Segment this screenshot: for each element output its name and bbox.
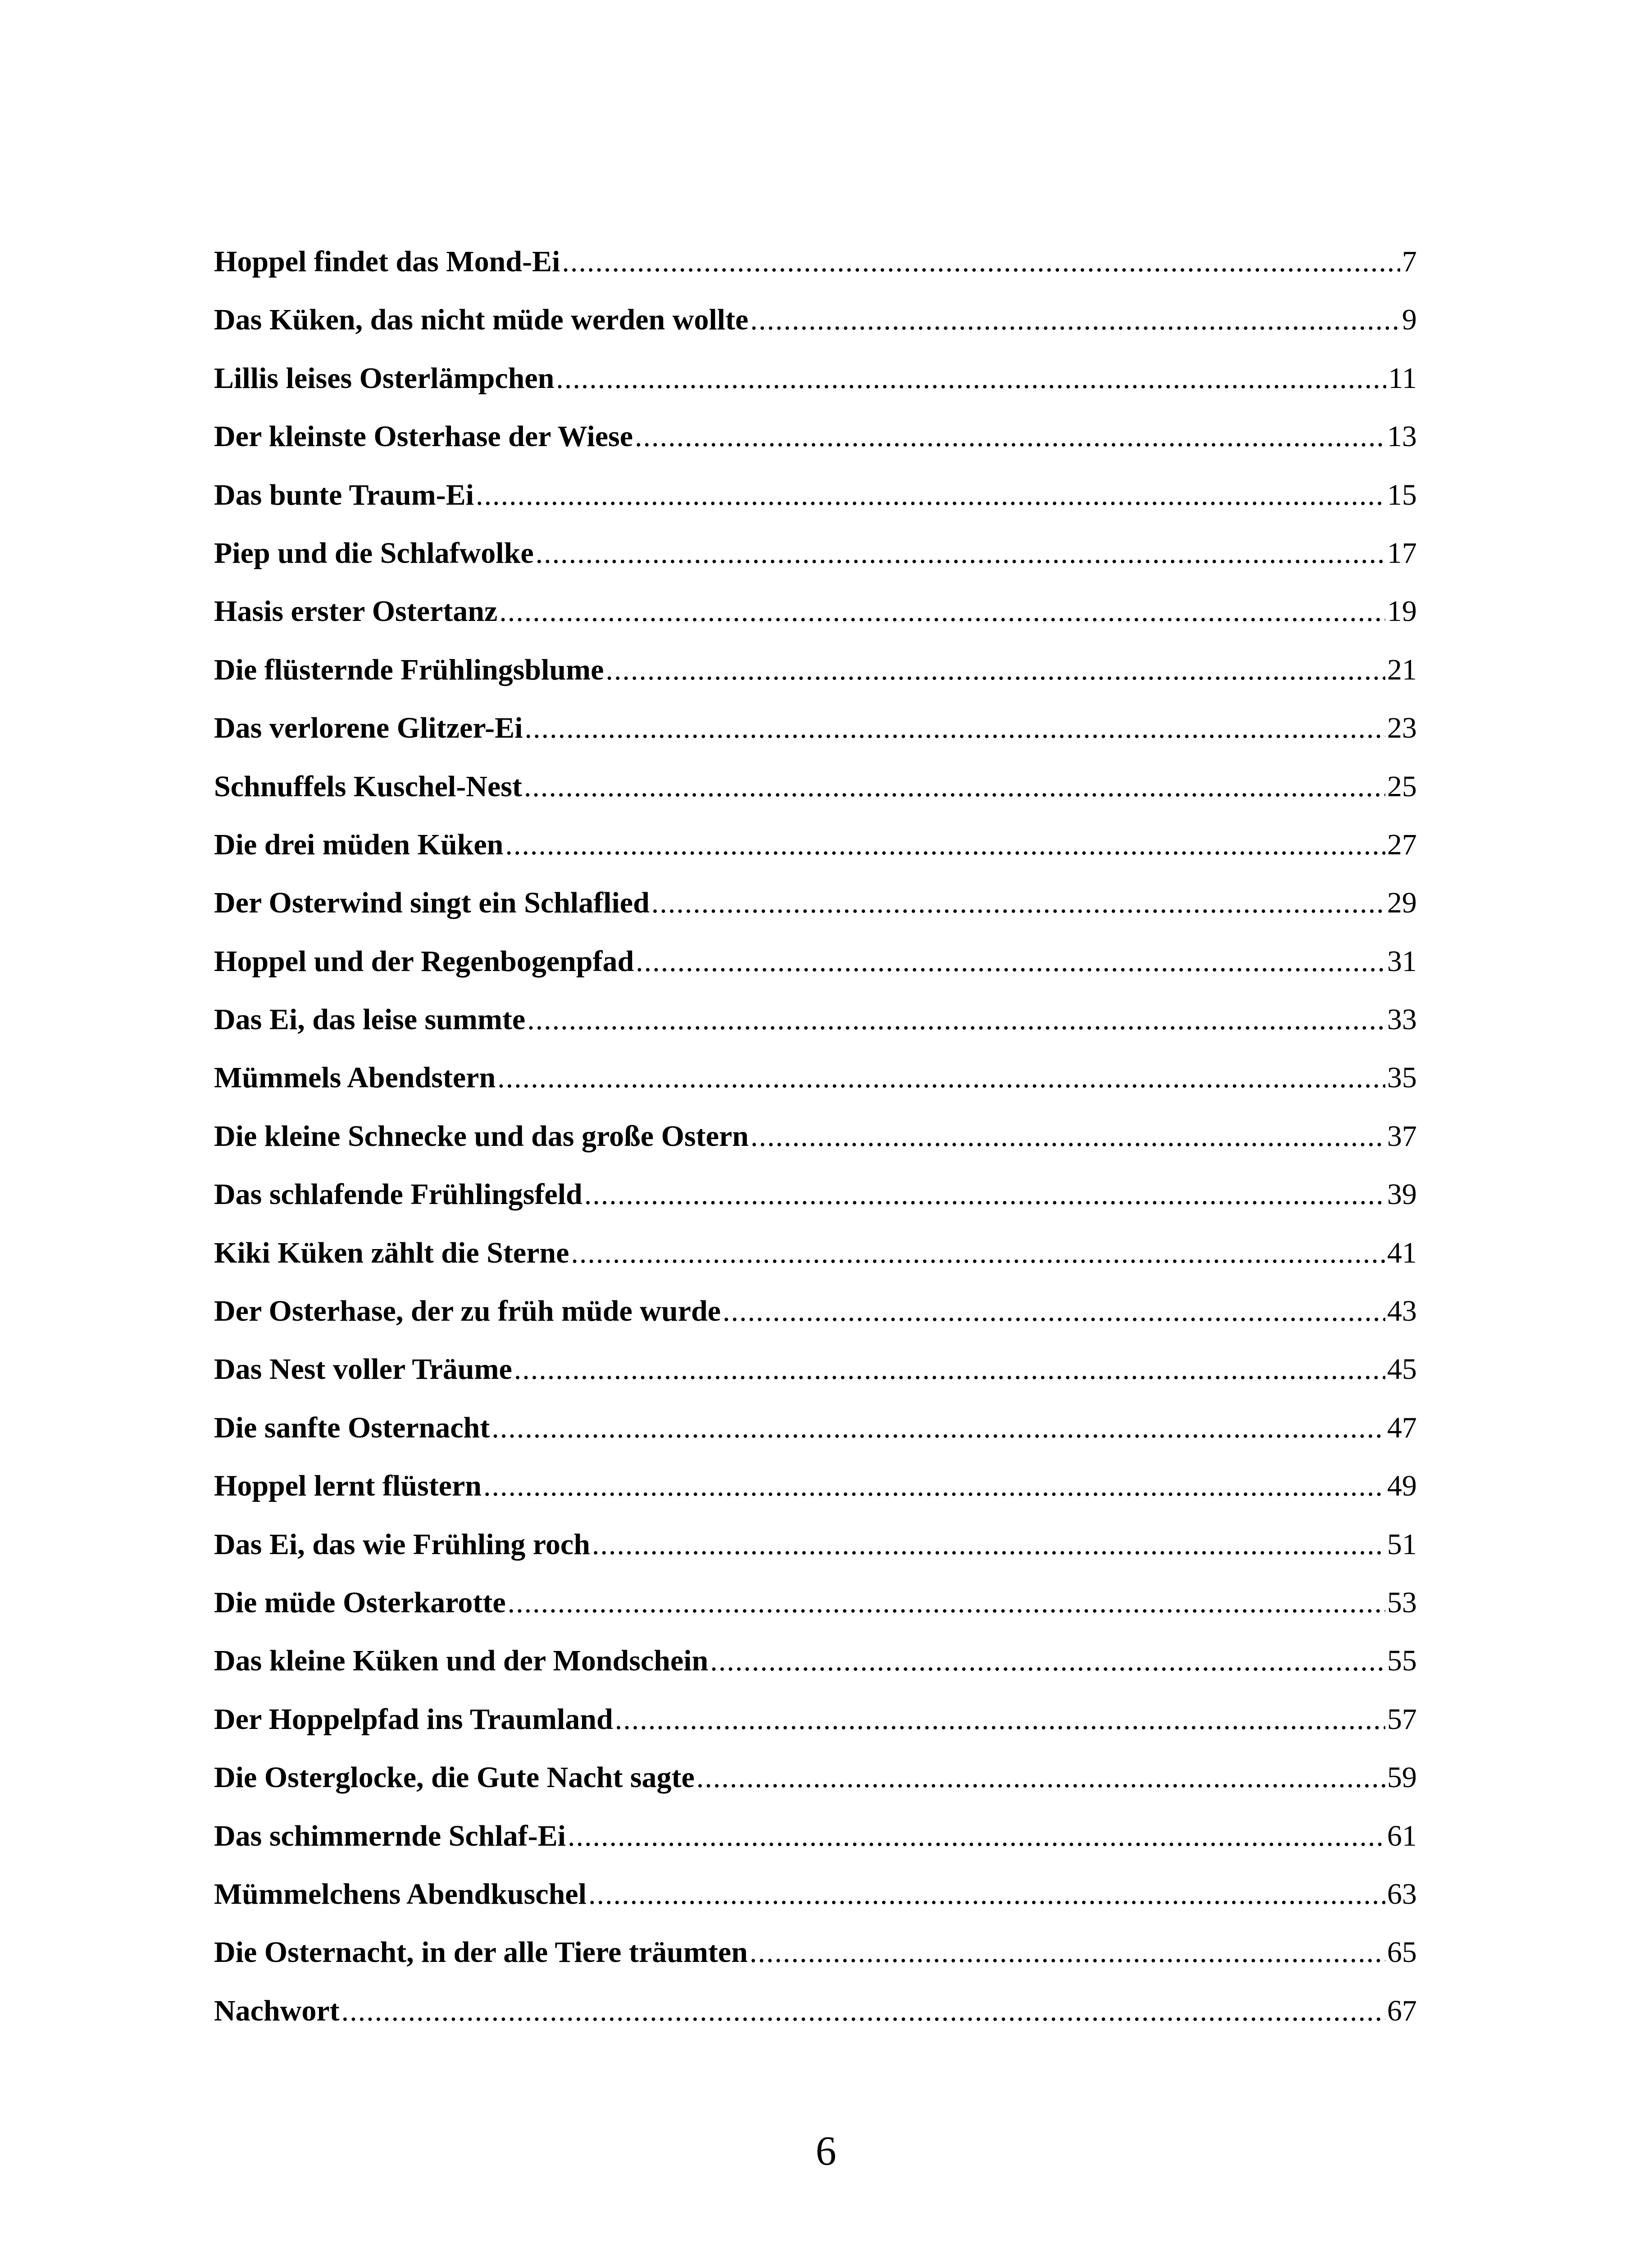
toc-entry <box>214 1821 1417 1879</box>
toc-entry <box>214 830 1417 888</box>
toc-entry-page-number: 35 <box>1387 1061 1417 1095</box>
toc-dot-leader <box>584 1180 1385 1209</box>
toc-entry-page-number: 47 <box>1387 1411 1417 1444</box>
toc-entry <box>214 1530 1417 1588</box>
toc-dot-leader <box>508 1588 1385 1618</box>
toc-entry-title: Lillis leises Osterlämpchen <box>214 361 555 395</box>
toc-dot-leader <box>524 713 1385 743</box>
toc-entry-title: Schnuffels Kuschel-Nest <box>214 770 522 803</box>
toc-entry <box>214 1763 1417 1821</box>
toc-entry-title: Das Nest voller Träume <box>214 1353 512 1386</box>
toc-dot-leader <box>497 1063 1385 1093</box>
toc-dot-leader <box>710 1646 1385 1676</box>
toc-entry-title: Das schlafende Frühlingsfeld <box>214 1178 583 1211</box>
toc-entry-page-number: 65 <box>1387 1936 1417 1969</box>
toc-entry-page-number: 63 <box>1387 1877 1417 1911</box>
toc-entry-title: Der Osterwind singt ein Schlaflied <box>214 886 650 920</box>
toc-entry <box>214 1119 1417 1180</box>
toc-entry-page-number: 19 <box>1387 595 1417 628</box>
toc-entry <box>214 713 1417 771</box>
toc-dot-leader <box>341 1996 1385 2026</box>
toc-entry-page-number: 31 <box>1387 944 1417 978</box>
toc-entry <box>214 480 1417 538</box>
toc-entry-title: Hoppel und der Regenbogenpfad <box>214 944 634 978</box>
toc-dot-leader <box>483 1471 1385 1501</box>
toc-dot-leader <box>588 1879 1385 1909</box>
toc-dot-leader <box>696 1763 1385 1792</box>
toc-entry-page-number: 39 <box>1387 1178 1417 1211</box>
toc-dot-leader <box>514 1355 1385 1384</box>
toc-entry-page-number: 11 <box>1388 361 1417 395</box>
toc-dot-leader <box>723 1296 1385 1326</box>
toc-entry <box>214 1879 1417 1938</box>
toc-entry-title: Die sanfte Osternacht <box>214 1411 490 1444</box>
toc-entry-title: Mümmelchens Abendkuschel <box>214 1877 587 1911</box>
toc-entry-title: Mümmels Abendstern <box>214 1061 496 1095</box>
toc-entry-page-number: 23 <box>1387 711 1417 745</box>
toc-dot-leader <box>492 1413 1385 1443</box>
toc-entry-page-number: 9 <box>1402 303 1417 337</box>
toc-dot-leader <box>505 830 1385 860</box>
toc-dot-leader <box>751 1122 1385 1151</box>
toc-entry-title: Die Osternacht, in der alle Tiere träumten <box>214 1936 748 1969</box>
toc-entry-page-number: 33 <box>1387 1003 1417 1036</box>
toc-entry <box>214 1063 1417 1121</box>
toc-dot-leader <box>562 247 1400 277</box>
toc-entry-title: Das schimmernde Schlaf-Ei <box>214 1819 566 1852</box>
toc-entry-page-number: 17 <box>1387 536 1417 570</box>
toc-entry-page-number: 37 <box>1387 1119 1417 1153</box>
toc-entry <box>214 1471 1417 1529</box>
toc-dot-leader <box>750 305 1400 335</box>
toc-entry <box>214 247 1417 305</box>
toc-entry <box>214 1702 1417 1763</box>
toc-dot-leader <box>571 1238 1385 1268</box>
toc-entry-title: Die drei müden Küken <box>214 828 504 861</box>
toc-entry-page-number: 13 <box>1387 420 1417 453</box>
toc-entry <box>214 1180 1417 1238</box>
toc-entry <box>214 1996 1417 2054</box>
toc-entry-page-number: 25 <box>1387 770 1417 803</box>
toc-entry-page-number: 43 <box>1387 1295 1417 1328</box>
toc-entry <box>214 1588 1417 1646</box>
toc-entry-title: Die flüsternde Frühlingsblume <box>214 653 604 686</box>
toc-entry <box>214 944 1417 1005</box>
toc-entry <box>214 361 1417 422</box>
toc-dot-leader <box>635 422 1385 452</box>
toc-entry <box>214 1938 1417 1996</box>
toc-dot-leader <box>524 772 1385 802</box>
toc-entry-page-number: 29 <box>1387 886 1417 920</box>
toc-entry <box>214 1005 1417 1063</box>
toc-entry-title: Piep und die Schlafwolke <box>214 536 534 570</box>
toc-dot-leader <box>527 1005 1385 1035</box>
toc-entry-page-number: 59 <box>1387 1761 1417 1794</box>
toc-dot-leader <box>499 597 1385 626</box>
toc-entry-page-number: 51 <box>1387 1528 1417 1561</box>
toc-entry-page-number: 61 <box>1387 1819 1417 1852</box>
toc-entry <box>214 1238 1417 1296</box>
toc-entry-title: Hasis erster Ostertanz <box>214 595 498 628</box>
toc-entry-title: Das Ei, das wie Frühling roch <box>214 1528 590 1561</box>
toc-entry-title: Das Ei, das leise summte <box>214 1003 526 1036</box>
toc-dot-leader <box>605 655 1385 685</box>
toc-entry <box>214 422 1417 480</box>
toc-entry-title: Das Küken, das nicht müde werden wollte <box>214 303 749 337</box>
toc-entry-page-number: 21 <box>1387 653 1417 686</box>
toc-entry <box>214 772 1417 830</box>
toc-entry <box>214 655 1417 713</box>
toc-entry-page-number: 67 <box>1387 1994 1417 2027</box>
toc-entry-page-number: 7 <box>1402 245 1417 278</box>
toc-entry-title: Kiki Küken zählt die Sterne <box>214 1236 569 1269</box>
toc-entry-page-number: 27 <box>1387 828 1417 861</box>
toc-entry-page-number: 45 <box>1387 1353 1417 1386</box>
toc-entry <box>214 1355 1417 1413</box>
toc-dot-leader <box>615 1705 1385 1734</box>
toc-entry-page-number: 55 <box>1387 1644 1417 1678</box>
toc-dot-leader <box>651 888 1385 918</box>
toc-entry-page-number: 53 <box>1387 1586 1417 1619</box>
toc-dot-leader <box>750 1938 1385 1967</box>
toc-entry <box>214 1413 1417 1471</box>
toc-entry-title: Hoppel findet das Mond-Ei <box>214 245 560 278</box>
page-number: 6 <box>815 2128 837 2174</box>
toc-entry-title: Der kleinste Osterhase der Wiese <box>214 420 633 453</box>
toc-entry-title: Der Osterhase, der zu früh müde wurde <box>214 1295 721 1328</box>
toc-entry <box>214 597 1417 655</box>
toc-entry-title: Nachwort <box>214 1994 340 2027</box>
toc-entry <box>214 538 1417 597</box>
toc-entry <box>214 1646 1417 1704</box>
toc-dot-leader <box>536 538 1385 568</box>
toc-dot-leader <box>568 1821 1385 1851</box>
toc-entry <box>214 888 1417 946</box>
toc-entry-page-number: 57 <box>1387 1702 1417 1736</box>
toc-entry-title: Das kleine Küken und der Mondschein <box>214 1644 709 1678</box>
toc-entry-title: Das verlorene Glitzer-Ei <box>214 711 523 745</box>
toc-entry-title: Die kleine Schnecke und das große Ostern <box>214 1119 749 1153</box>
toc-entry <box>214 305 1417 363</box>
toc-entry-page-number: 15 <box>1387 478 1417 511</box>
toc-dot-leader <box>476 480 1385 510</box>
toc-dot-leader <box>556 364 1386 393</box>
toc-entry <box>214 1296 1417 1355</box>
toc-entry-page-number: 41 <box>1387 1236 1417 1269</box>
toc-entry-page-number: 49 <box>1387 1469 1417 1503</box>
toc-dot-leader <box>592 1530 1385 1560</box>
table-of-contents <box>214 247 1417 2054</box>
toc-dot-leader <box>636 947 1385 976</box>
toc-entry-title: Der Hoppelpfad ins Traumland <box>214 1702 613 1736</box>
toc-entry-title: Die Osterglocke, die Gute Nacht sagte <box>214 1761 695 1794</box>
toc-entry-title: Das bunte Traum-Ei <box>214 478 474 511</box>
toc-entry-title: Die müde Osterkarotte <box>214 1586 506 1619</box>
toc-entry-title: Hoppel lernt flüstern <box>214 1469 482 1503</box>
